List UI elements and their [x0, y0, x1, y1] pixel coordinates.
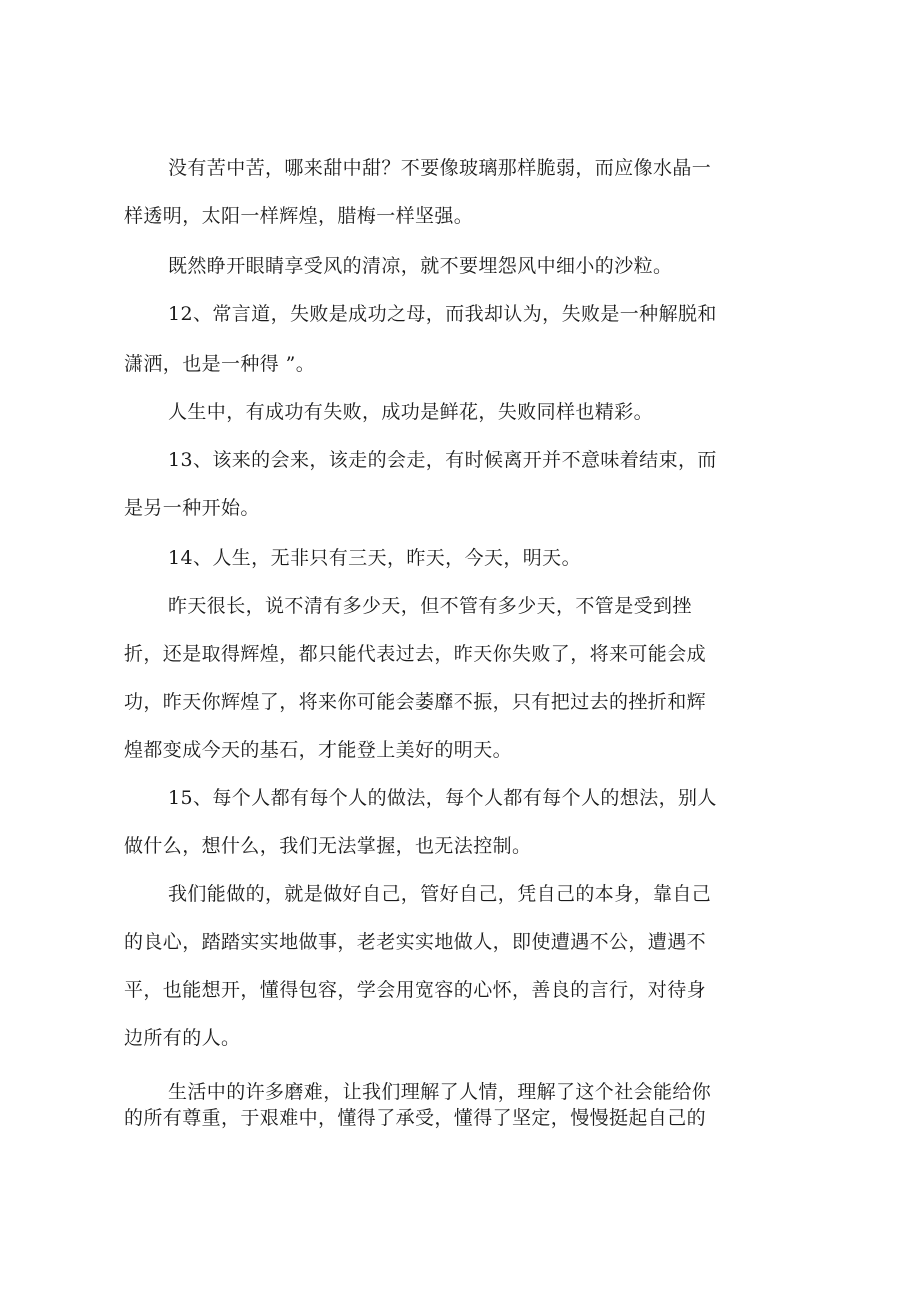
- text-line: 12、常言道，失败是成功之母，而我却认为，失败是一种解脱和: [168, 303, 717, 325]
- text-line: 煌都变成今天的基石，才能登上美好的明天。: [124, 739, 513, 761]
- text-line: 的所有尊重，于艰难中，懂得了承受，懂得了坚定，慢慢挺起自己的: [124, 1107, 707, 1129]
- text-line: 功，昨天你辉煌了，将来你可能会萎靡不振，只有把过去的挫折和辉: [124, 691, 707, 713]
- text-line: 样透明，太阳一样辉煌，腊梅一样坚强。: [124, 205, 474, 227]
- text-line: 边所有的人。: [124, 1027, 241, 1049]
- text-line: 既然睁开眼睛享受风的清凉，就不要埋怨风中细小的沙粒。: [168, 255, 673, 277]
- text-line: 15、每个人都有每个人的做法，每个人都有每个人的想法，别人: [168, 787, 717, 809]
- text-line: 我们能做的，就是做好自己，管好自己，凭自己的本身，靠自己: [168, 883, 712, 905]
- text-line: 13、该来的会来，该走的会走，有时候离开并不意味着结束，而: [168, 449, 717, 471]
- text-line: 平，也能想开，懂得包容，学会用宽容的心怀，善良的言行，对待身: [124, 979, 707, 1001]
- text-line: 人生中，有成功有失败，成功是鲜花，失败同样也精彩。: [168, 401, 654, 423]
- text-line: 折，还是取得辉煌，都只能代表过去，昨天你失败了，将来可能会成: [124, 643, 707, 665]
- text-line: 生活中的许多磨难，让我们理解了人情，理解了这个社会能给你: [168, 1081, 712, 1103]
- text-line: 14、人生，无非只有三天，昨天，今天，明天。: [168, 547, 581, 569]
- text-line: 是另一种开始。: [124, 497, 260, 519]
- text-line: 昨天很长，说不清有多少天，但不管有多少天，不管是受到挫: [168, 595, 692, 617]
- text-line: 没有苦中苦，哪来甜中甜？不要像玻璃那样脆弱，而应像水晶一: [168, 157, 712, 179]
- text-line: 做什么，想什么，我们无法掌握，也无法控制。: [124, 835, 532, 857]
- text-line: 潇洒，也是一种得 ”。: [124, 353, 316, 375]
- text-line: 的良心，踏踏实实地做事，老老实实地做人，即使遭遇不公，遭遇不: [124, 931, 707, 953]
